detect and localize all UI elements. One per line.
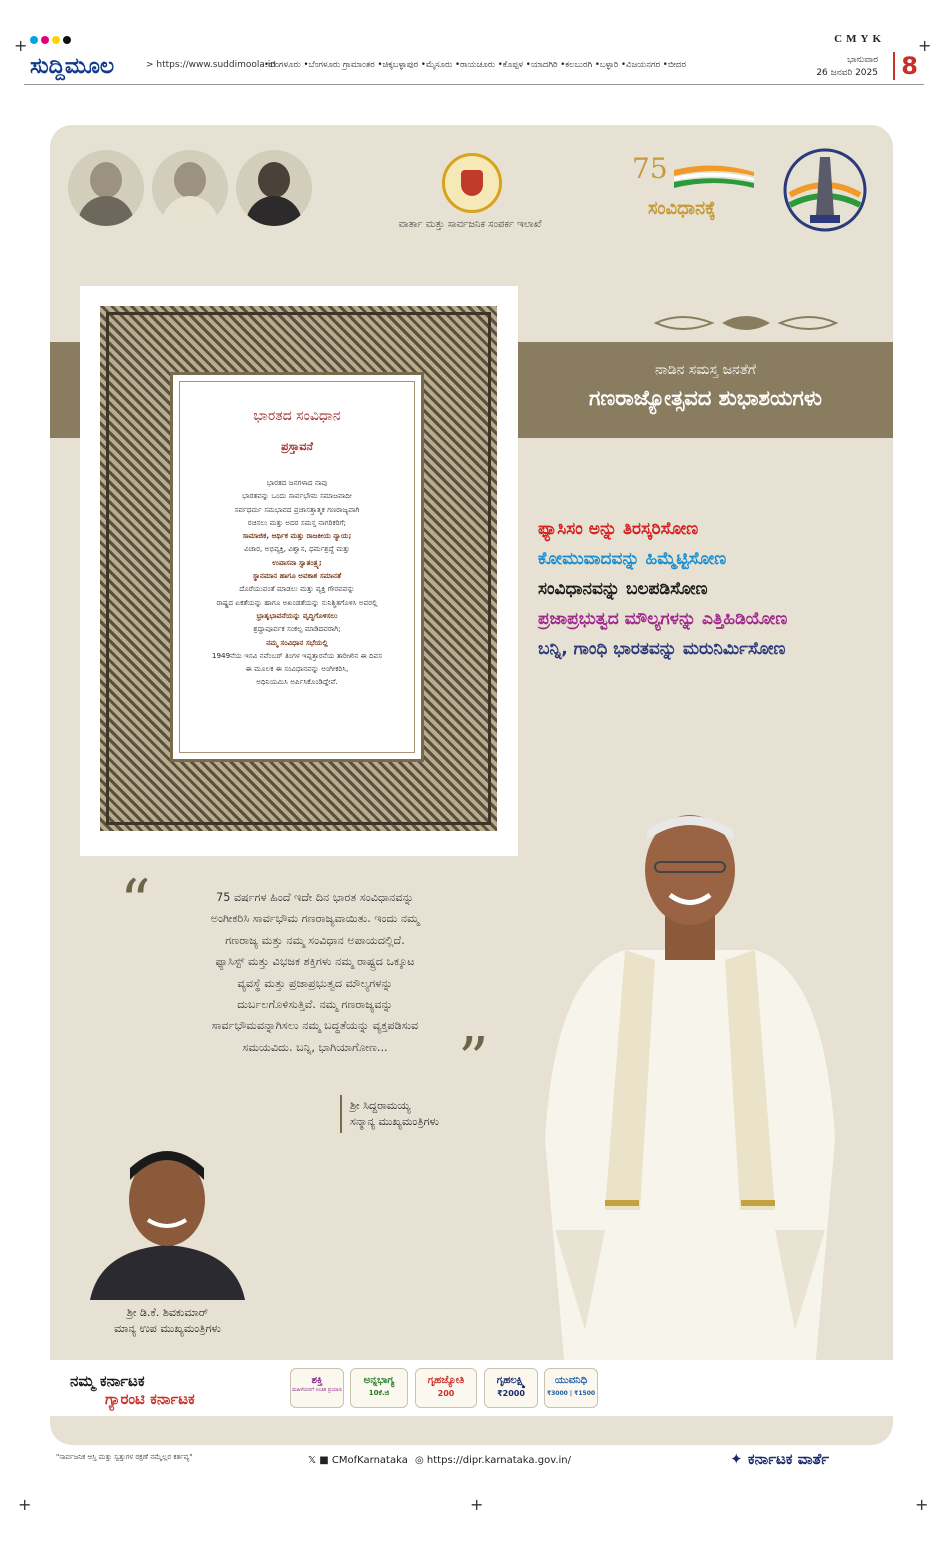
quote-open-icon: “ [120,867,151,937]
registration-mark: + [18,1495,32,1514]
greeting-banner [518,342,893,438]
scheme-yuvanidhi [544,1368,598,1408]
registration-mark: + [14,36,28,55]
dipr-website-text: https://dipr.karnataka.gov.in/ [426,1455,571,1466]
quote-line: ದುರ್ಬಲಗೊಳಿಸುತ್ತಿವೆ. ನಮ್ಮ ಗಣರಾಜ್ಯವನ್ನು [237,998,393,1012]
quote-line: ಗಣರಾಜ್ಯ ಮತ್ತು ನಮ್ಮ ಸಂವಿಧಾನ ಅಪಾಯದಲ್ಲಿದೆ. [225,933,405,947]
quote-author [350,1098,439,1130]
seventy-text: ಸಂವಿಧಾನಕ್ಕೆ [648,198,716,219]
seventy-number: 75 [632,152,668,185]
ornament-divider-icon [652,311,840,335]
karnataka-varthe-logo [730,1450,829,1468]
guarantee-title-line1: ನಮ್ಮ ಕರ್ನಾಟಕ [70,1372,145,1390]
signature-bar [340,1095,342,1133]
guarantee-title-line2: ಗ್ಯಾರಂಟಿ ಕರ್ನಾಟಕ [105,1390,195,1408]
flag-swoosh-icon [674,164,754,192]
preamble-line: ಭಾರತದ ಜನಗಳಾದ ನಾವು [266,478,328,487]
greeting-title: ಗಣರಾಜ್ಯೋತ್ಸವದ ಶುಭಾಶಯಗಳು [589,386,822,410]
scheme-detail: 10ಕೆ.ಜಿ [368,1389,390,1397]
scheme-detail: ₹3000 | ₹1500 [546,1390,596,1397]
globe-icon: ◎ [415,1455,424,1466]
cm-quote [150,887,480,1058]
quote-line: ಸಾರ್ವಭೌಮವನ್ನಾಗಿಸಲು ನಮ್ಮ ಬದ್ಧತೆಯನ್ನು ವ್ಯಕ್ತಪಡಿಸುವ [211,1019,419,1033]
social-handle[interactable] [308,1455,408,1466]
banner-strip-left [50,342,80,438]
scheme-name: ಗೃಹಜ್ಯೋತಿ [427,1375,465,1386]
portrait-ambedkar [236,150,312,226]
x-icon: 𝕏 ■ [308,1455,329,1466]
preamble-line: ಸರ್ವಧರ್ಮ ಸಮಭಾವದ ಪ್ರಜಾಸತ್ತಾತ್ಮಕ ಗಣರಾಜ್ಯವಾಗಿ [234,504,360,514]
quote-close-icon: ” [458,1025,489,1095]
preamble-line: 1949ನೆಯ ಇಸವಿ ನವೆಂಬರ್ ತಿಂಗಳ ಇಪ್ಪತ್ತಾರನೆಯ ತಾರೀಖಿನ ಈ ದಿವಸ [211,650,383,660]
city-list: •ಬೆಂಗಳೂರು •ಬೆಂಗಳೂರು ಗ್ರಾಮಾಂತರ •ಚಿಕ್ಕಬಳ್ಳಾಪುರ •ಮೈಸೂರು •ರಾಯಚೂರು •ಕೊಪ್ಪಳ •ಯಾದಗಿರಿ •ಕಲಬುರಗಿ •ಬಳ್ಳಾರಿ •ವಿಜಯನಗರ •ಬೀದರ [264,60,686,70]
quote-line: ಸಮಯವಿದು. ಬನ್ನಿ, ಭಾಗಿಯಾಗೋಣ... [242,1040,388,1054]
department-name: ವಾರ್ತಾ ಮತ್ತು ಸಾರ್ವಜನಿಕ ಸಂಪರ್ಕ ಇಲಾಖೆ [398,219,542,230]
scheme-detail: ₹2000 [497,1389,525,1398]
cm-designation: ಸನ್ಮಾನ್ಯ ಮುಖ್ಯಮಂತ್ರಿಗಳು [350,1115,439,1128]
deputy-cm-caption [60,1305,275,1337]
preamble-title: ಭಾರತದ ಸಂವಿಧಾನ [253,408,341,424]
preamble-line: ಸಾಮಾಜಿಕ, ಆರ್ಥಿಕ ಮತ್ತು ರಾಜಕೀಯ ನ್ಯಾಯ; [242,531,352,541]
75-years-constitution-logo [630,150,760,230]
cmyk-mark: CMYK [834,33,885,45]
preamble-line: ಈ ಮೂಲಕ ಈ ಸಂವಿಧಾನವನ್ನು ಅಂಗೀಕರಿಸಿ, [245,664,349,674]
slogan: ಪ್ರಜಾಪ್ರಭುತ್ವದ ಮೌಲ್ಯಗಳನ್ನು ಎತ್ತಿಹಿಡಿಯೋಣ [538,609,788,629]
preamble-line: ರಚಿಸಲು ಮತ್ತು ಅದರ ಸಮಸ್ತ ನಾಗರಿಕರಿಗೆ; [247,517,347,527]
preamble-line: ಸ್ಥಾನಮಾನ ಹಾಗೂ ಅವಕಾಶ ಸಮಾನತೆ [252,571,342,581]
deputy-cm-name: ಶ್ರೀ ಡಿ.ಕೆ. ಶಿವಕುಮಾರ್ [126,1306,209,1319]
scheme-name: ಯುವನಿಧಿ [554,1375,588,1386]
scheme-shakti [290,1368,344,1408]
preamble-line: ದೊರೆಯುವಂತೆ ಮಾಡಲು ಮತ್ತು ವ್ಯಕ್ತಿ ಗೌರವವನ್ನು [239,584,355,594]
scheme-detail: ಮಹಿಳೆಯರಿಗೆ ಉಚಿತ ಪ್ರಯಾಣ [292,1387,342,1393]
registration-mark: + [915,1495,929,1514]
deputy-cm-designation: ಮಾನ್ಯ ಉಪ ಮುಖ್ಯಮಂತ್ರಿಗಳು [114,1322,221,1335]
preamble-line: ಅಧಿನಿಯಮಿಸಿ ಅರ್ಪಿಸಿಕೊಂಡಿದ್ದೇವೆ. [256,677,338,687]
slogan-list [538,514,878,664]
slogan: ಬನ್ನಿ, ಗಾಂಧಿ ಭಾರತವನ್ನು ಮರುನಿರ್ಮಿಸೋಣ [538,639,786,659]
registration-mark: + [918,36,932,55]
social-handle-text: CMofKarnataka [331,1455,408,1466]
quote-line: ಅಂಗೀಕರಿಸಿ ಸಾರ್ವಭೌಮ ಗಣರಾಜ್ಯವಾಯಿತು. ಇಂದು ನಮ್ಮ [210,912,420,926]
portrait-gandhi [68,150,144,226]
masthead [24,50,924,85]
scheme-annabhagya [350,1368,408,1408]
chief-minister-photo [505,810,870,1370]
scheme-gruhalakshmi [484,1368,538,1408]
scheme-name: ಗೃಹಲಕ್ಷ್ಮಿ [496,1375,526,1386]
quote-line: 75 ವರ್ಷಗಳ ಹಿಂದೆ ಇದೇ ದಿನ ಭಾರತ ಸಂವಿಧಾನವನ್ನು [216,891,414,904]
quote-line: ಫ್ಯಾಸಿಸ್ಟ್ ಮತ್ತು ವಿಭಜಕ ಶಕ್ತಿಗಳು ನಮ್ಮ ರಾಷ್ಟ್ರದ ಒಕ್ಕೂಟ [215,955,415,969]
scheme-gruhajyothi [415,1368,477,1408]
preamble-line: ಉಪಾಸನಾ ಸ್ವಾತಂತ್ರ್ಯ; [272,557,322,567]
color-dot [30,36,38,44]
preamble-line: ಭ್ರಾತೃಭಾವನೆಯನ್ನು ವೃದ್ಧಿಗೊಳಿಸಲು [256,610,338,620]
preamble-panel [170,372,424,762]
karnataka-varthe-text: ಕರ್ನಾಟಕ ವಾರ್ತೆ [747,1450,829,1468]
website-url[interactable]: > https://www.suddimoola.in [146,60,276,70]
karnataka-emblem-icon [442,153,502,213]
constitution-statue-icon [780,145,870,235]
issue-day: ಭಾನುವಾರ [847,55,878,65]
footer-note: "ಸಾರ್ವಜನಿಕ ಆಸ್ತಿ ಮತ್ತು ಸ್ವತ್ತುಗಳ ರಕ್ಷಣೆ ನಮ್ಮೆಲ್ಲರ ಕರ್ತವ್ಯ" [56,1453,193,1461]
preamble-line: ಶ್ರದ್ಧಾಪೂರ್ವಕ ಸಂಕಲ್ಪ ಮಾಡಿದವರಾಗಿ; [253,624,341,634]
quote-line: ವ್ಯವಸ್ಥೆ ಮತ್ತು ಪ್ರಜಾಪ್ರಭುತ್ವದ ಮೌಲ್ಯಗಳನ್ನು [237,976,393,990]
slogan: ಕೋಮುವಾದವನ್ನು ಹಿಮ್ಮೆಟ್ಟಿಸೋಣ [538,549,727,569]
newspaper-logo[interactable]: ಸುದ್ದಿಮೂಲ [30,54,115,79]
page-number: 8 [893,52,918,80]
slogan: ಫ್ಯಾಸಿಸಂ ಅನ್ನು ತಿರಸ್ಕರಿಸೋಣ [538,519,699,539]
deputy-cm-photo [90,1140,245,1300]
greeting-subtitle: ನಾಡಿನ ಸಮಸ್ತ ಜನತೆಗೆ [655,362,756,378]
scheme-name: ಅನ್ನಭಾಗ್ಯ [363,1375,395,1386]
slogan: ಸಂವಿಧಾನವನ್ನು ಬಲಪಡಿಸೋಣ [538,579,708,599]
preamble-line: ರಾಷ್ಟ್ರದ ಏಕತೆಯನ್ನು ಹಾಗೂ ಅಖಂಡತೆಯನ್ನು ಸುನಿಶ್ಚಿತಗೊಳಿಸಿ ಅವರಲ್ಲಿ [216,597,378,607]
preamble-line: ನಮ್ಮ ಸಂವಿಧಾನ ಸಭೆಯಲ್ಲಿ [266,637,328,647]
preamble-line: ಭಾರತವನ್ನು ಒಂದು ಸಾರ್ವಭೌಮ ಸಮಾಜವಾದೀ [242,491,352,501]
color-dot [63,36,71,44]
preamble-line: ವಿಚಾರ, ಅಭಿವ್ಯಕ್ತಿ, ವಿಶ್ವಾಸ, ಧರ್ಮಶ್ರದ್ಧೆ ಮತ್ತು [244,544,350,554]
preamble-subtitle: ಪ್ರಸ್ತಾವನೆ [281,440,313,453]
color-dot [41,36,49,44]
varthe-icon: ✦ [730,1450,743,1468]
portrait-nehru [152,150,228,226]
color-dots [30,36,71,44]
issue-date [816,54,878,80]
scheme-detail: 200 [437,1389,455,1398]
dipr-website[interactable] [415,1455,571,1466]
scheme-name: ಶಕ್ತಿ [311,1375,323,1386]
registration-mark: + [470,1495,484,1514]
color-dot [52,36,60,44]
cm-name: ಶ್ರೀ ಸಿದ್ದರಾಮಯ್ಯ [350,1099,411,1112]
issue-date-text: 26 ಜನವರಿ 2025 [816,68,878,78]
